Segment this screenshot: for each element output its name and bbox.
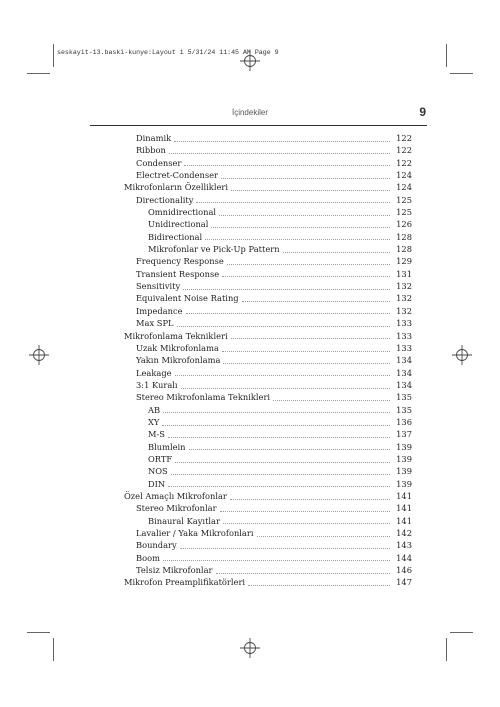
toc-entry-label: Unidirectional (148, 219, 209, 230)
toc-entry (0, 367, 500, 379)
dot-leader (205, 239, 390, 240)
toc-entry (0, 490, 500, 502)
toc-entry-label: Max SPL (136, 318, 174, 329)
toc-entry (0, 404, 500, 416)
toc-entry-label: Blumlein (148, 441, 186, 452)
toc-entry (0, 305, 500, 317)
toc-entry (0, 132, 500, 144)
toc-entry-page: 141 (396, 503, 412, 514)
table-of-contents (0, 132, 500, 589)
toc-entry (0, 231, 500, 243)
toc-entry-label: Mikrofonların Özellikleri (124, 182, 229, 193)
toc-entry (0, 441, 500, 453)
toc-entry (0, 342, 500, 354)
dot-leader (162, 425, 390, 426)
dot-leader (168, 437, 390, 438)
toc-entry-label: Dinamik (136, 133, 172, 143)
toc-entry-label: Boom (136, 552, 160, 563)
toc-entry (0, 194, 500, 206)
dot-leader (231, 338, 390, 339)
toc-entry-page: 135 (396, 404, 412, 415)
toc-entry-page: 139 (396, 453, 412, 464)
toc-entry-label: ORTF (148, 453, 173, 464)
header-rule (90, 125, 427, 126)
dot-leader (175, 462, 390, 463)
toc-entry-page: 134 (396, 379, 412, 390)
printer-slug: seskayit-13.baski-kunye:Layout 1 5/31/24 11:45 AM Page 9 (57, 49, 279, 56)
toc-entry-label: XY (148, 416, 160, 427)
toc-entry (0, 181, 500, 193)
dot-leader (177, 326, 390, 327)
toc-entry-label: Transient Response (136, 268, 220, 279)
dot-leader (242, 301, 390, 302)
toc-entry-page: 142 (396, 528, 412, 538)
toc-entry-page: 134 (396, 355, 412, 366)
toc-entry-label: Impedance (136, 305, 183, 316)
toc-entry (0, 317, 500, 329)
toc-entry-label: AB (148, 404, 161, 415)
dot-leader (257, 536, 390, 537)
toc-entry (0, 379, 500, 391)
toc-entry-label: DIN (148, 478, 166, 489)
dot-leader (186, 313, 390, 314)
toc-entry-label: Mikrofon Preamplifikatörleri (124, 577, 246, 588)
toc-entry-label: 3:1 Kuralı (136, 379, 178, 390)
toc-entry-label: Binaural Kayıtlar (148, 515, 220, 526)
toc-entry-page: 125 (396, 207, 412, 218)
crop-mark-bl-v (53, 638, 54, 661)
toc-entry-label: NOS (148, 466, 168, 477)
dot-leader (196, 202, 390, 203)
dot-leader (211, 227, 390, 228)
dot-leader (219, 215, 390, 216)
crop-mark-bl-h (27, 632, 50, 633)
toc-entry-page: 132 (396, 281, 412, 292)
toc-entry-page: 136 (396, 416, 412, 427)
toc-entry-label: Sensitivity (136, 281, 181, 292)
toc-entry-page: 126 (396, 219, 412, 230)
toc-entry-label: Yakın Mikrofonlama (136, 355, 221, 366)
dot-leader (248, 585, 390, 586)
crop-mark-tl-h (27, 73, 50, 74)
toc-entry-page: 139 (396, 478, 412, 489)
dot-leader (174, 141, 390, 142)
toc-entry-page: 141 (396, 515, 412, 526)
dot-leader (183, 289, 390, 290)
crop-mark-br-v (446, 638, 447, 661)
dot-leader (222, 276, 390, 277)
dot-leader (220, 511, 390, 512)
toc-entry-page: 141 (396, 490, 412, 501)
toc-entry-label: Stereo Mikrofonlar (136, 503, 217, 514)
toc-entry (0, 391, 500, 403)
crop-mark-br-h (450, 632, 473, 633)
toc-entry (0, 169, 500, 181)
toc-entry-page: 125 (396, 194, 412, 205)
toc-entry-page: 131 (396, 268, 412, 279)
toc-entry (0, 243, 500, 255)
toc-entry-page: 139 (396, 441, 412, 452)
toc-entry-page: 133 (396, 342, 412, 353)
toc-entry (0, 428, 500, 440)
dot-leader (221, 178, 390, 179)
dot-leader (283, 252, 390, 253)
toc-entry (0, 218, 500, 230)
toc-entry (0, 564, 500, 576)
toc-entry-page: 133 (396, 318, 412, 329)
dot-leader (169, 153, 390, 154)
dot-leader (175, 375, 390, 376)
dot-leader (180, 548, 390, 549)
toc-entry-page: 134 (396, 367, 412, 378)
toc-entry (0, 552, 500, 564)
toc-entry-page: 128 (396, 231, 412, 242)
toc-entry-label: Omnidirectional (148, 207, 217, 218)
toc-entry (0, 576, 500, 588)
toc-entry-label: Directionality (136, 194, 194, 205)
dot-leader (223, 523, 390, 524)
toc-entry-label: Ribbon (136, 145, 166, 156)
toc-entry-page: 146 (396, 565, 412, 576)
crop-mark-tr-v (446, 44, 447, 67)
toc-entry-label: Condenser (136, 157, 182, 168)
toc-entry-label: Bidirectional (148, 231, 203, 242)
dot-leader (184, 165, 390, 166)
toc-entry (0, 330, 500, 342)
toc-entry-label: Mikrofonlar ve Pick-Up Pattern (148, 244, 280, 255)
toc-entry-page: 132 (396, 305, 412, 316)
crop-mark-tr-h (450, 73, 473, 74)
toc-entry (0, 515, 500, 527)
dot-leader (189, 449, 390, 450)
toc-entry (0, 292, 500, 304)
toc-entry (0, 144, 500, 156)
dot-leader (168, 486, 390, 487)
toc-entry-page: 139 (396, 466, 412, 477)
toc-entry (0, 268, 500, 280)
toc-entry (0, 354, 500, 366)
toc-entry (0, 527, 500, 539)
toc-entry-label: Mikrofonlama Teknikleri (124, 330, 228, 341)
dot-leader (273, 400, 390, 401)
toc-entry-page: 124 (396, 170, 412, 181)
dot-leader (163, 560, 390, 561)
crop-mark-tl-v (53, 44, 54, 67)
toc-entry-label: Telsiz Mikrofonlar (136, 565, 213, 576)
toc-entry-label: Equivalent Noise Rating (136, 293, 239, 304)
toc-entry-page: 133 (396, 330, 412, 341)
toc-entry-page: 144 (396, 552, 412, 563)
toc-entry-page: 137 (396, 429, 412, 440)
toc-entry-page: 124 (396, 182, 412, 193)
toc-entry (0, 416, 500, 428)
toc-entry (0, 465, 500, 477)
toc-entry-label: M-S (148, 429, 165, 440)
registration-mark-bottom-icon (240, 638, 260, 658)
dot-leader (223, 363, 390, 364)
running-header-title: İçindekiler (231, 108, 268, 117)
toc-entry-label: Electret-Condenser (136, 170, 219, 181)
toc-entry-page: 147 (396, 577, 412, 588)
toc-entry (0, 502, 500, 514)
dot-leader (171, 474, 390, 475)
dot-leader (227, 264, 390, 265)
dot-leader (216, 573, 391, 574)
toc-entry (0, 206, 500, 218)
page-number: 9 (419, 105, 426, 119)
toc-entry-page: 128 (396, 244, 412, 255)
dot-leader (181, 388, 390, 389)
toc-entry (0, 255, 500, 267)
toc-entry-page: 135 (396, 392, 412, 403)
toc-entry-label: Lavalier / Yaka Mikrofonları (136, 528, 254, 538)
toc-entry-page: 132 (396, 293, 412, 304)
toc-entry (0, 453, 500, 465)
toc-entry-label: Özel Amaçlı Mikrofonlar (124, 490, 227, 501)
toc-entry (0, 539, 500, 551)
registration-mark-top-icon (240, 51, 260, 71)
toc-entry (0, 157, 500, 169)
toc-entry-page: 129 (396, 256, 412, 267)
toc-entry-label: Frequency Response (136, 256, 224, 267)
toc-entry (0, 280, 500, 292)
dot-leader (230, 499, 390, 500)
toc-entry-label: Leakage (136, 367, 172, 378)
toc-entry-label: Boundary (136, 540, 177, 551)
toc-entry-page: 122 (396, 133, 412, 143)
toc-entry-page: 143 (396, 540, 412, 551)
dot-leader (163, 412, 390, 413)
dot-leader (222, 351, 390, 352)
toc-entry-page: 122 (396, 157, 412, 168)
dot-leader (231, 190, 390, 191)
toc-entry-label: Stereo Mikrofonlama Teknikleri (136, 392, 271, 403)
toc-entry (0, 478, 500, 490)
toc-entry-label: Uzak Mikrofonlama (136, 342, 219, 353)
toc-entry-page: 122 (396, 145, 412, 156)
